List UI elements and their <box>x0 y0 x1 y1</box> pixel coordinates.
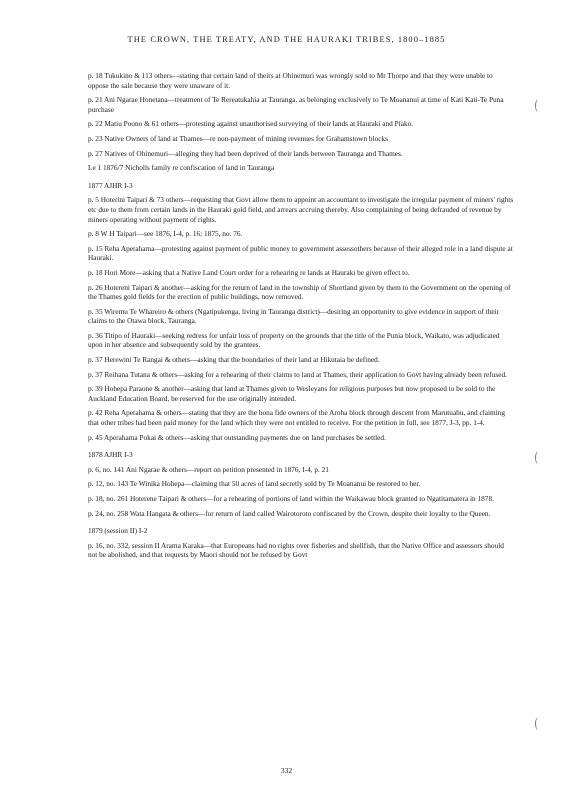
petition-entry: p. 35 Wiremu Te Whareiro & others (Ngatipukenga, living in Tauranga district)—desiring an opportunity to give evidence in support of their claims to the Otawa block, Tauranga. <box>88 306 500 326</box>
margin-bracket-mark: ( <box>534 450 538 465</box>
petition-entry: p. 36 Titipo of Hauraki—seeking redress for unfair loss of property on the grounds that the title of the Punia block, Waikato, was adjudicated upon in her absence and subsequently sold by the grantees. <box>88 330 500 350</box>
page-body <box>88 71 514 565</box>
petition-entry: p. 37 Reihana Tutana & others—asking for a rehearing of their claims to land at Thames, their application to Govt having already been refused. <box>88 369 507 379</box>
petition-entry: p. 24, no. 258 Wata Hangata & others—for return of land called Wairotoroto confiscated by the Crown, despite their loyalty to the Queen. <box>88 508 491 518</box>
entry-group-1876 <box>88 71 514 173</box>
petition-entry: p. 6, no. 141 Ani Ngarae & others—report on petition presented in 1876, I-4, p. 21 <box>88 464 329 474</box>
entry-group-1877 <box>88 195 514 442</box>
petition-entry: p. 5 Hoterini Taipari & 73 others—requesting that Govt allow them to appoint an accountant to investigate the irregular payment of miners' rights etc due to them from certain lands in the Hauraki gold field, and arrears accruing thereby. Also complaining of being defrauded of revenue by miners operating without payment of rights. <box>88 195 514 224</box>
petition-entry: p. 27 Natives of Ohinemuri—alleging they had been deprived of their lands between Tauranga and Thames. <box>88 148 403 158</box>
running-header: THE CROWN, THE TREATY, AND THE HAURAKI TRIBES, 1800–1885 <box>127 35 446 44</box>
section-heading-1879: 1879 (session II) I-2 <box>88 526 148 536</box>
petition-entry: p. 42 Reha Aperahama & others—stating that they are the bona fide owners of the Aroha block through descent from Marutuahu, and claiming that other tribes had been paid money for the land which they were not entitled to receive. For the petition in full, see 1877, J-3, pp. 1-4. <box>88 408 506 428</box>
petition-entry: p. 22 Matiu Poono & 61 others—protesting against unauthorised surveying of their lands at Hauraki and Piako. <box>88 119 414 129</box>
petition-entry: p. 16, no. 332, session II Arama Karaka—that Europeans had no rights over fisheries and shellfish, that the Native Office and assessors should not be abolished, and that requests by Maori should not be refused by Govt <box>88 540 504 560</box>
petition-entry: p. 15 Reha Aperahama—protesting against payment of public money to government assessothers because of their alleged role in a land dispute at Hauraki. <box>88 243 513 263</box>
petition-entry: p. 12, no. 143 Te Winika Hohepa—claiming that 50 acres of land secretly sold by Te Moananui be restored to her. <box>88 479 421 489</box>
petition-entry: p. 39 Hohepa Paraone & another—asking that land at Thames given to Wesleyans for religious purposes but now proposed to be sold to the Auckland Education Board, be reserved for the use originally intended. <box>88 384 496 403</box>
page-number: 332 <box>280 766 293 775</box>
entry-group-1879 <box>88 541 514 560</box>
petition-entry: p. 45 Aperahama Pokai & others—asking that outstanding payments due on land purchases be settled. <box>88 432 386 442</box>
petition-entry: p. 18, no. 261 Hoterene Taipari & others—for a rehearing of portions of land within the Waikawau block granted to Ngatitamatera in 1878. <box>88 494 494 503</box>
petition-entry: Le 1 1876/7 Nicholls family re confiscation of land in Tauranga <box>88 163 275 173</box>
petition-entry: p. 37 Herewini Te Rangai & others—asking that the boundaries of their land at Hikutaia be defined. <box>88 355 380 365</box>
margin-bracket-mark: ( <box>534 716 538 731</box>
section-heading-1877: 1877 AJHR I-3 <box>88 180 133 190</box>
entry-group-1878 <box>88 465 514 518</box>
petition-entry: p. 18 Hori More—asking that a Native Land Court order for a rehearing re lands at Hauraki be given effect to. <box>88 267 410 277</box>
petition-entry: p. 23 Native Owners of land at Thames—re non-payment of mining revenues for Grahamstown blocks <box>88 133 388 143</box>
section-heading-1878: 1878 AJHR I-3 <box>88 450 133 460</box>
petition-entry: p. 21 Ani Ngarae Honetana—treatment of Te Rereatukahia at Tauranga, as belonging exclusively to Te Moananui at time of Kati Kati-Te Puna purchase <box>88 95 504 114</box>
petition-entry: p. 26 Hotereni Taipari & another—asking for the return of land in the township of Shortland given by them to the Government on the opening of the Thames gold fields for the erection of public buildings, now removed. <box>88 282 511 302</box>
petition-entry: p. 18 Tukukino & 113 others—stating that certain land of theirs at Ohinemuri was wrongly sold to Mr Thorpe and that they were unable to oppose the sale because they were unaware of it. <box>88 71 493 90</box>
petition-entry: p. 8 W H Taipari—see 1876, I-4, p. 16; 1875, no. 76. <box>88 229 243 239</box>
margin-bracket-mark: ( <box>534 98 538 113</box>
